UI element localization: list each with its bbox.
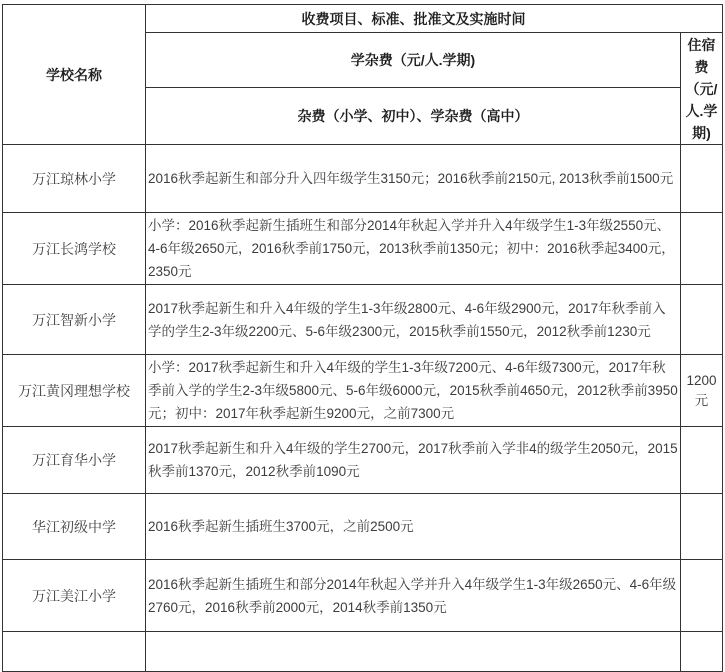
school-name-cell: 华江初级中学	[3, 494, 146, 560]
fee-detail-cell: 小学：2016秋季起新生插班生和部分2014年秋起入学并升入4年级学生1-3年级2550元、4-6年级2650元，2016秋季前1750元，2013秋季前1350元；初中：2016秋季起3400元，2350元	[146, 213, 681, 285]
school-name-cell: 万江育华小学	[3, 427, 146, 494]
school-name-cell: 万江美江小学	[3, 560, 146, 632]
table-row	[3, 427, 723, 494]
misc-fee-header: 杂费（小学、初中）、学杂费（高中）	[146, 88, 681, 145]
fee-detail-cell: 2016秋季起新生插班生3700元，之前2500元	[146, 494, 681, 560]
tuition-fee-header: 学杂费（元/人.学期)	[146, 33, 681, 88]
school-name-cell: 万江琼林小学	[3, 145, 146, 213]
fee-detail-cell: 2016秋季起新生和部分升入四年级学生3150元；2016秋季前2150元, 2013秋季前1500元	[146, 145, 681, 213]
school-fee-table	[2, 4, 723, 672]
accommodation-fee-cell	[681, 285, 723, 355]
school-name-header: 学校名称	[3, 5, 146, 145]
table-row-partial	[3, 632, 723, 672]
school-name-cell: 万江智新小学	[3, 285, 146, 355]
table-row	[3, 213, 723, 285]
table-row	[3, 494, 723, 560]
fee-detail-cell: 2016秋季起新生插班生和部分2014年秋起入学并升入4年级学生1-3年级2650元、4-6年级2760元，2016秋季前2000元，2014秋季前1350元	[146, 560, 681, 632]
fee-detail-cell	[146, 632, 681, 672]
school-name-cell: 万江黄冈理想学校	[3, 355, 146, 427]
accommodation-fee-cell	[681, 145, 723, 213]
school-name-cell	[3, 632, 146, 672]
fee-title-header: 收费项目、标准、批准文及实施时间	[146, 5, 723, 33]
table-row	[3, 285, 723, 355]
accommodation-fee-cell	[681, 427, 723, 494]
accommodation-fee-cell	[681, 494, 723, 560]
table-row	[3, 560, 723, 632]
fee-detail-cell: 小学：2017秋季起新生和升入4年级的学生1-3年级7200元、4-6年级7300元，2017年秋季前入学的学生2-3年级5800元、5-6年级6000元，2015秋季前4650元，2012秋季前3950元；初中：2017年秋季起新生9200元，之前7300元	[146, 355, 681, 427]
header-row-title	[3, 5, 723, 33]
table-row	[3, 145, 723, 213]
accommodation-fee-cell	[681, 213, 723, 285]
fee-detail-cell: 2017秋季起新生和升入4年级的学生2700元，2017秋季前入学非4的级学生2050元，2015秋季前1370元，2012秋季前1090元	[146, 427, 681, 494]
accommodation-fee-cell: 1200元	[681, 355, 723, 427]
table-row	[3, 355, 723, 427]
accommodation-fee-cell	[681, 560, 723, 632]
school-name-cell: 万江长鸿学校	[3, 213, 146, 285]
accommodation-fee-cell	[681, 632, 723, 672]
accommodation-fee-header: 住宿费（元/人.学期)	[681, 33, 723, 145]
fee-detail-cell: 2017秋季起新生和升入4年级的学生1-3年级2800元、4-6年级2900元，2017年秋季前入学的学生2-3年级2200元、5-6年级2300元，2015秋季前1550元，2012秋季前1230元	[146, 285, 681, 355]
